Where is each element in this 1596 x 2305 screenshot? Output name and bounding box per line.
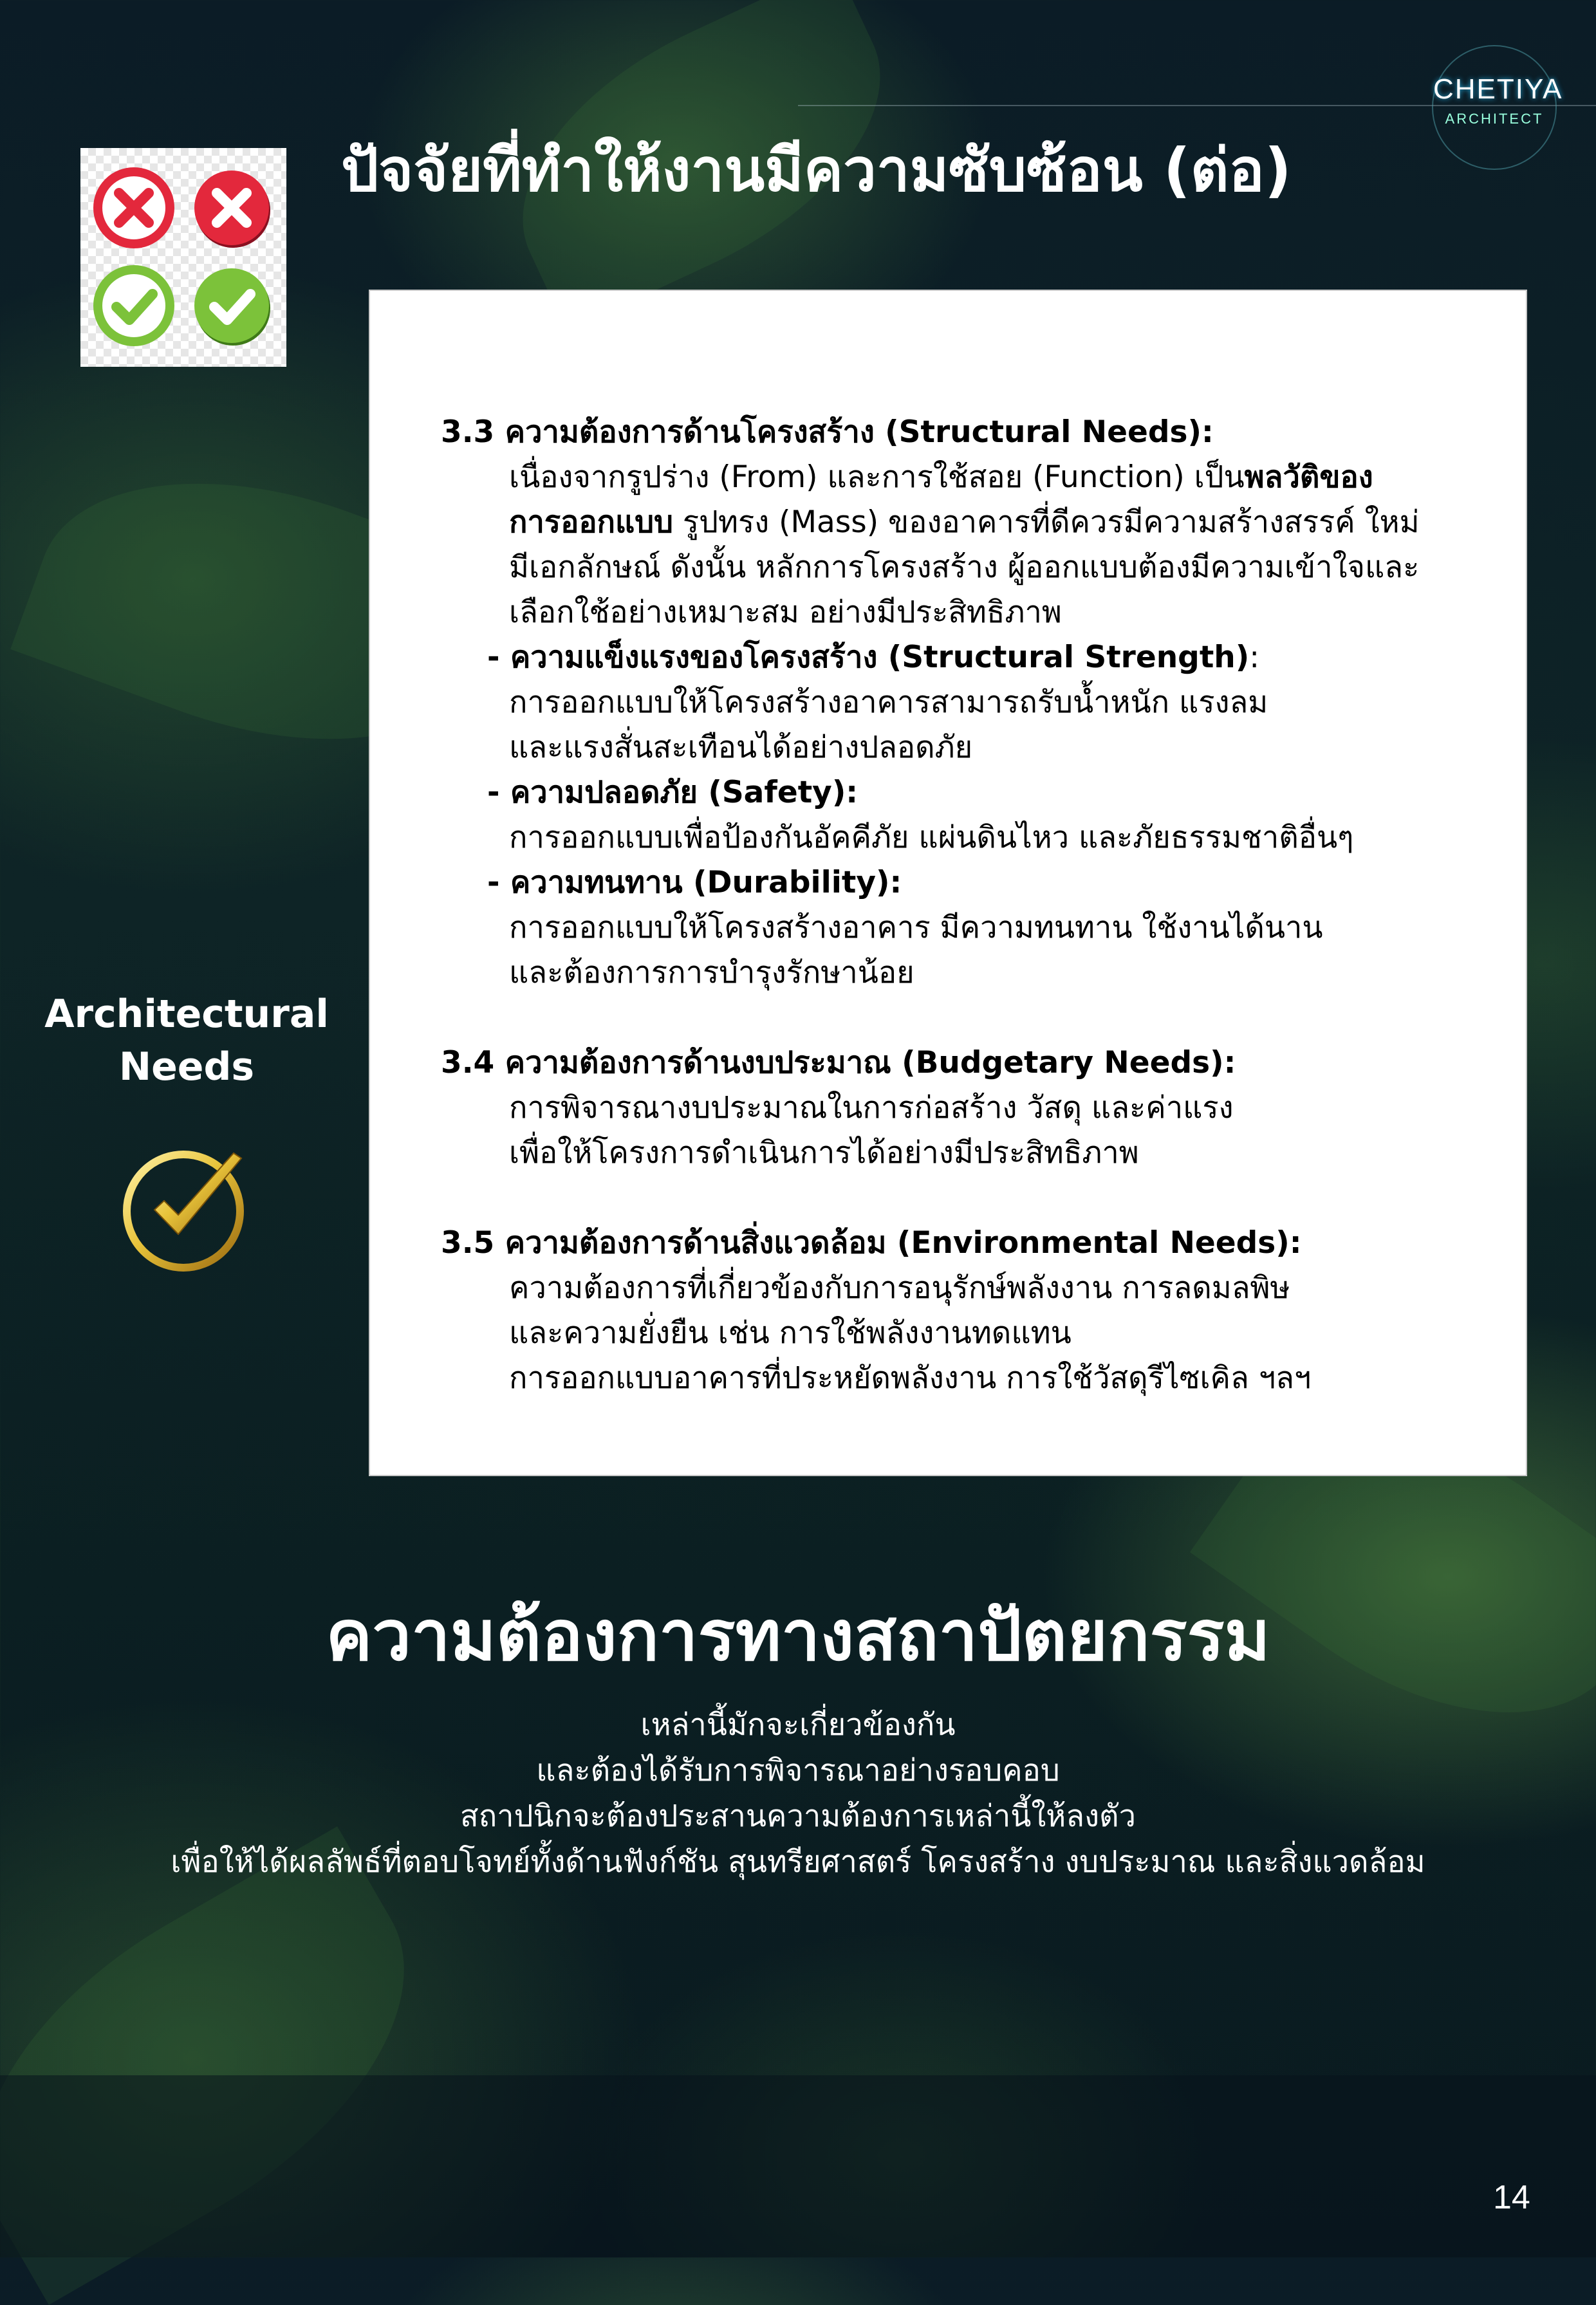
bullet-text: และแรงสั่นสะเทือนได้อย่างปลอดภัย: [509, 730, 973, 765]
page-number: 14: [1493, 2179, 1530, 2216]
section-3-3-title: 3.3 ความต้องการด้านโครงสร้าง (Structural Needs):: [441, 414, 1214, 450]
section-3-4-line: เพื่อให้โครงการดำเนินการได้อย่างมีประสิทธิภาพ: [509, 1135, 1139, 1171]
logo-wordmark: CHETIYA: [1433, 73, 1563, 105]
check-cross-icon-card: [80, 148, 286, 367]
intro-emphasis: พลวัติของ: [1244, 459, 1373, 495]
summary-title: ความต้องการทางสถาปัตยกรรม: [326, 1596, 1270, 1676]
bullet-durability: - ความทนทาน (Durability):: [487, 865, 902, 900]
summary-paragraph: [0, 1702, 1596, 1885]
section-3-5-title: 3.5 ความต้องการด้านสิ่งแวดล้อม (Environmental Needs):: [441, 1225, 1302, 1261]
section-3-3-intro-line: เลือกใช้อย่างเหมาะสม อย่างมีประสิทธิภาพ: [509, 595, 1062, 630]
check-filled-icon: [190, 264, 274, 347]
section-3-5-line: ความต้องการที่เกี่ยวข้องกับการอนุรักษ์พลังงาน การลดมลพิษ: [509, 1270, 1290, 1306]
side-label-line: Architectural: [44, 992, 329, 1037]
section-3-5-line: การออกแบบอาคารที่ประหยัดพลังงาน การใช้วัสดุรีไซเคิล ฯลฯ: [509, 1360, 1312, 1396]
cross-outline-icon: [92, 166, 176, 250]
summary-line: เพื่อให้ได้ผลลัพธ์ที่ตอบโจทย์ทั้งด้านฟังก์ชัน สุนทรียศาสตร์ โครงสร้าง งบประมาณ และสิ่งแวดล้อม: [171, 1844, 1425, 1880]
content-panel: [370, 291, 1526, 1475]
content-body: [441, 410, 1509, 1401]
bullet-text: การออกแบบให้โครงสร้างอาคารสามารถรับน้ำหนัก แรงลม: [509, 685, 1268, 720]
bullet-text: การออกแบบเพื่อป้องกันอัคคีภัย แผ่นดินไหว และภัยธรรมชาติอื่นๆ: [509, 820, 1354, 855]
section-3-4-line: การพิจารณางบประมาณในการก่อสร้าง วัสดุ และค่าแรง: [509, 1090, 1234, 1125]
section-3-3-intro-line: [441, 455, 1509, 500]
summary-line: เหล่านี้มักจะเกี่ยวข้องกัน: [640, 1707, 956, 1743]
logo-subtitle: ARCHITECT: [1445, 111, 1544, 127]
bullet-colon: :: [1249, 640, 1260, 675]
bullet-title: - ความแข็งแรงของโครงสร้าง (Structural Strength): [487, 640, 1250, 675]
bullet-safety: - ความปลอดภัย (Safety):: [487, 775, 858, 810]
check-outline-icon: [92, 264, 176, 347]
cross-filled-icon: [190, 166, 274, 250]
chetiya-logo: [1432, 45, 1563, 170]
side-label-line: Needs: [118, 1044, 255, 1089]
spacer: [441, 995, 1509, 1041]
intro-emphasis: การออกแบบ: [509, 505, 673, 540]
spacer: [441, 1176, 1509, 1221]
gold-check-icon: [119, 1139, 254, 1274]
footer-band: [0, 2075, 1596, 2257]
page-title: ปัจจัยที่ทำให้งานมีความซับซ้อน (ต่อ): [341, 136, 1292, 205]
bullet-text: การออกแบบให้โครงสร้างอาคาร มีความทนทาน ใช้งานได้นาน: [509, 910, 1323, 945]
section-3-3-intro-line: [441, 500, 1509, 545]
section-3-5-line: และความยั่งยืน เช่น การใช้พลังงานทดแทน: [509, 1315, 1072, 1351]
architectural-needs-label: [32, 988, 341, 1093]
bullet-text: และต้องการการบำรุงรักษาน้อย: [509, 955, 914, 990]
intro-text: รูปทรง (Mass) ของอาคารที่ดีควรมีความสร้างสรรค์ ใหม่: [673, 505, 1420, 540]
section-3-3-intro-line: มีเอกลักษณ์ ดังนั้น หลักการโครงสร้าง ผู้ออกแบบต้องมีความเข้าใจและ: [509, 550, 1420, 585]
summary-line: สถาปนิกจะต้องประสานความต้องการเหล่านี้ให้ลงตัว: [460, 1799, 1136, 1834]
intro-text: เนื่องจากรูปร่าง (From) และการใช้สอย (Function) เป็น: [509, 459, 1245, 495]
summary-line: และต้องได้รับการพิจารณาอย่างรอบคอบ: [536, 1753, 1060, 1788]
section-3-4-title: 3.4 ความต้องการด้านงบประมาณ (Budgetary Needs):: [441, 1045, 1236, 1080]
bullet-structural-strength: [441, 635, 1509, 680]
